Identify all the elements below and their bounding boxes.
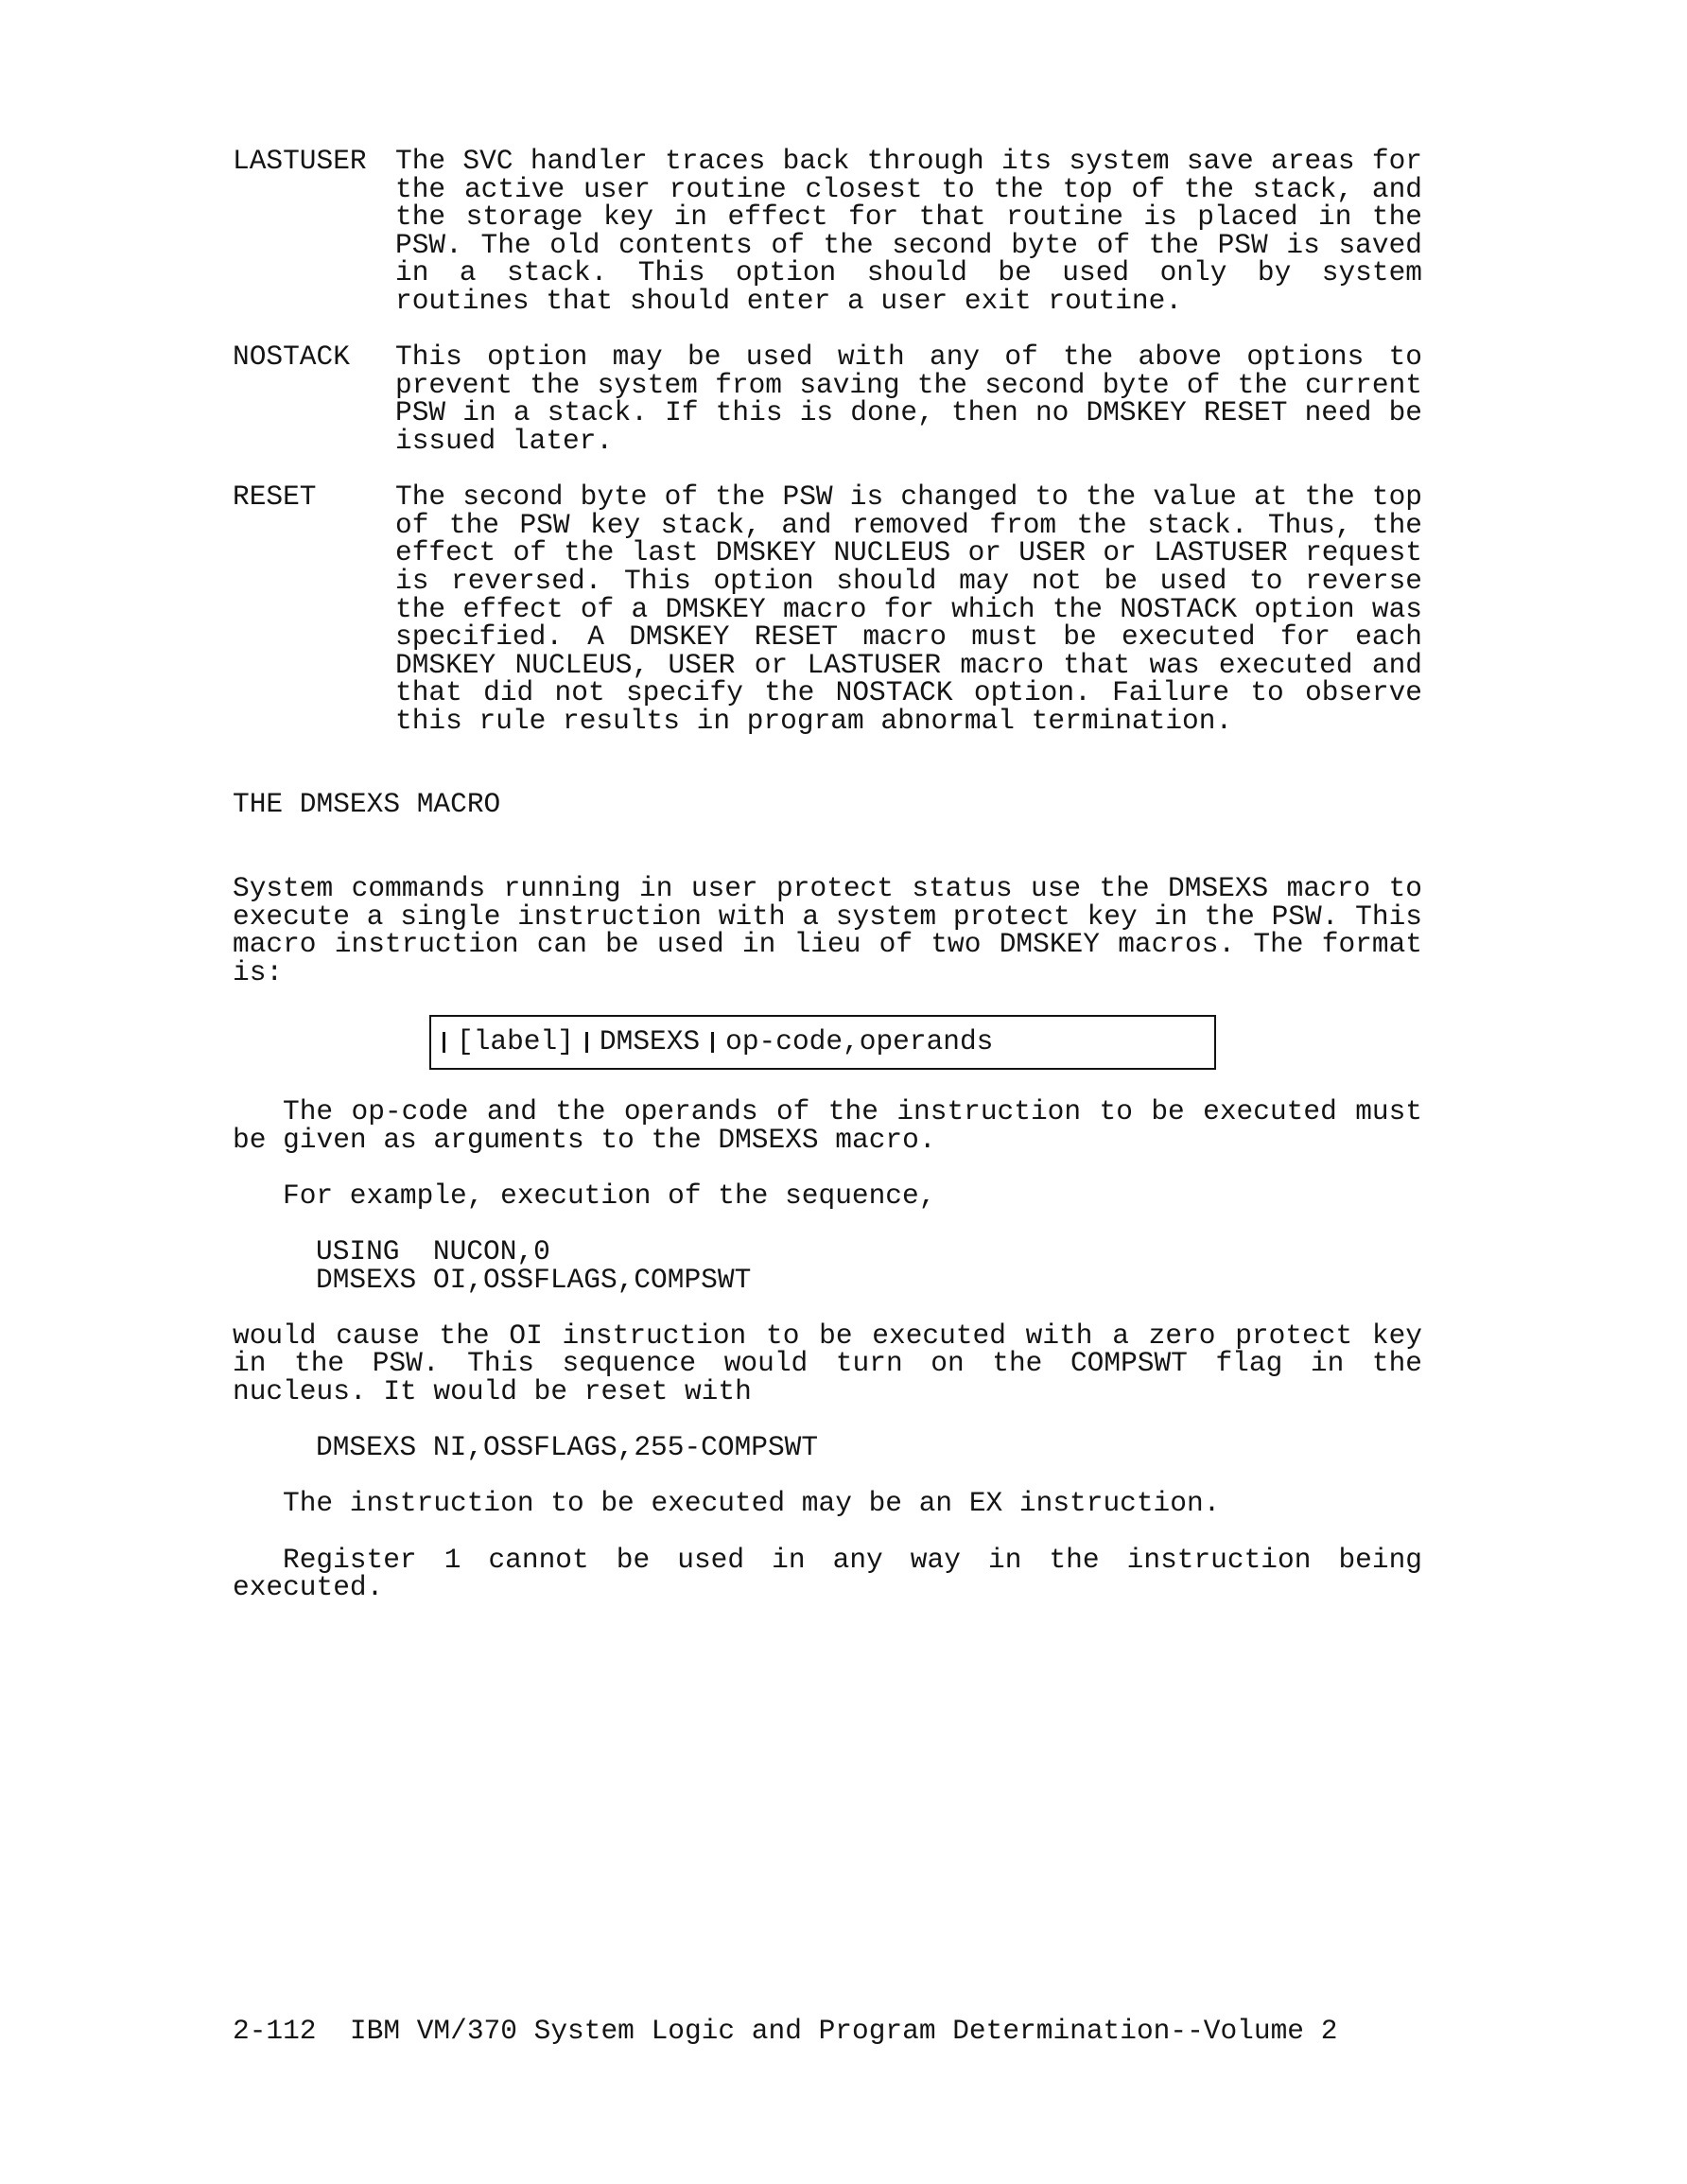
- page-footer: [233, 2015, 1338, 2047]
- document-page: [233, 145, 1452, 1630]
- intro-paragraph: System commands running in user protect status use the DMSEXS macro to execute a single instruction with a system protect key in the PSW. This macro instruction can be used in lieu of two DMSKEY macros. The format is:: [233, 872, 1422, 988]
- format-label: [label]: [457, 1025, 574, 1058]
- option-description: The SVC handler traces back through its system save areas for the active user routine closest to the top of the stack, and the storage key in effect for that routine is placed in the PSW. The old contents of the second byte of the PSW is saved in a stack. This option should be used only by system routines that should enter a user exit routine.: [395, 145, 1422, 317]
- code-line: DMSEXS OI,OSSFLAGS,COMPSWT: [316, 1263, 752, 1296]
- option-keyword: NOSTACK: [233, 341, 350, 374]
- code-line: USING NUCON,0: [316, 1235, 550, 1267]
- format-separator: [443, 1032, 445, 1053]
- option-description: The second byte of the PSW is changed to the value at the top of the PSW key stack, and removed from the stack. Thus, the effect of the last DMSKEY NUCLEUS or USER or LASTUSER request is reversed. This option should may not be used to reverse the effect of a DMSKEY macro for which the NOSTACK option was specified. A DMSKEY RESET macro must be executed for each DMSKEY NUCLEUS, USER or LASTUSER macro that was executed and that did not specify the NOSTACK option. Failure to observe this rule results in program abnormal termination.: [395, 480, 1422, 737]
- option-entry-reset: [233, 480, 1452, 737]
- option-entry-nostack: [233, 343, 1452, 455]
- section-heading: THE DMSEXS MACRO: [233, 788, 501, 821]
- option-entry-lastuser: [233, 145, 1452, 317]
- format-operands: op-code,operands: [725, 1025, 994, 1058]
- code-line: DMSEXS NI,OSSFLAGS,255-COMPSWT: [316, 1431, 819, 1464]
- effect-paragraph: would cause the OI instruction to be executed with a zero protect key in the PSW. This sequence would turn on the COMPSWT flag in the nucleus. It would be reset with: [233, 1319, 1422, 1407]
- option-keyword: LASTUSER: [233, 145, 367, 177]
- option-keyword: RESET: [233, 480, 317, 514]
- macro-format-box: [429, 1015, 1216, 1070]
- format-separator: [585, 1032, 588, 1053]
- footer-title: IBM VM/370 System Logic and Program Determination--Volume 2: [349, 2015, 1338, 2047]
- option-description: This option may be used with any of the above options to prevent the system from saving the second byte of the current PSW in a stack. If this is done, then no DMSKEY RESET need be issued later.: [395, 341, 1422, 457]
- format-macro: DMSEXS: [599, 1025, 701, 1058]
- example-paragraph: For example, execution of the sequence,: [283, 1179, 936, 1212]
- format-separator: [711, 1032, 714, 1053]
- ex-instruction-paragraph: The instruction to be executed may be an EX instruction.: [283, 1487, 1221, 1520]
- code-example-1: [233, 1235, 1452, 1296]
- arguments-paragraph: The op-code and the operands of the instruction to be executed must be given as arguments to the DMSEXS macro.: [233, 1095, 1422, 1156]
- code-example-2: [233, 1431, 1452, 1464]
- register-paragraph: Register 1 cannot be used in any way in the instruction being executed.: [233, 1543, 1422, 1604]
- page-number: 2-112: [233, 2015, 317, 2047]
